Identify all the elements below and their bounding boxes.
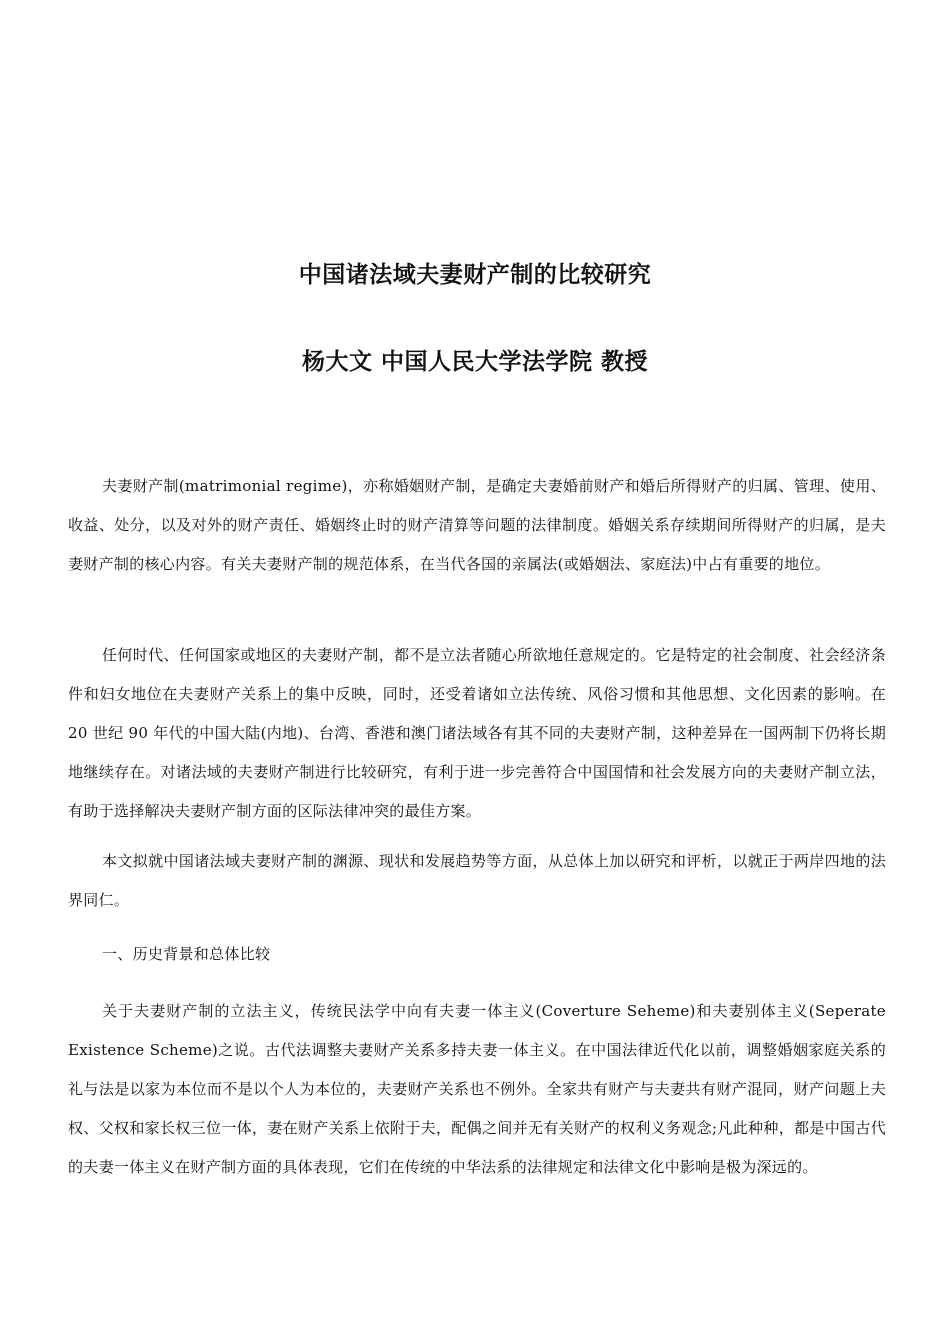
document-title: 中国诸法域夫妻财产制的比较研究 (298, 262, 652, 288)
paragraph-history: 关于夫妻财产制的立法主义，传统民法学中向有夫妻一体主义(Coverture Seheme)和夫妻别体主义(Seperate Existence Scheme)之说。古代法调整夫妻财产关系多持夫妻一体主义。在中国法律近代化以前，调整婚姻家庭关系的礼与法是以家为本位而不是以个人为本位的，夫妻财产关系也不例外。全家共有财产与夫妻共有财产混同，财产问题上夫权、父权和家长权三位一体，妻在财产关系上依附于夫，配偶之间并无有关财产的权利义务观念;凡此种种，都是中国古代的夫妻一体主义在财产制方面的具体表现，它们在传统的中华法系的法律规定和法律文化中影响是极为深远的。 (68, 1002, 886, 1176)
paragraph-background: 任何时代、任何国家或地区的夫妻财产制，都不是立法者随心所欲地任意规定的。它是特定的社会制度、社会经济条件和妇女地位在夫妻财产关系上的集中反映，同时，还受着诸如立法传统、风俗习惯和其他思想、文化因素的影响。在 20 世纪 90 年代的中国大陆(内地)、台湾、香港和澳门诸法域各有其不同的夫妻财产制，这种差异在一国两制下仍将长期地继续存在。对诸法域的夫妻财产制进行比较研究，有利于进一步完善符合中国国情和社会发展方向的夫妻财产制立法，有助于选择解决夫妻财产制方面的区际法律冲突的最佳方案。 (68, 646, 886, 820)
paragraph-intro: 夫妻财产制(matrimonial regime)，亦称婚姻财产制，是确定夫妻婚前财产和婚后所得财产的归属、管理、使用、收益、处分，以及对外的财产责任、婚姻终止时的财产清算等问题的法律制度。婚姻关系存续期间所得财产的归属，是夫妻财产制的核心内容。有关夫妻财产制的规范体系，在当代各国的亲属法(或婚姻法、家庭法)中占有重要的地位。 (68, 477, 886, 573)
paragraph-purpose: 本文拟就中国诸法域夫妻财产制的渊源、现状和发展趋势等方面，从总体上加以研究和评析，以就正于两岸四地的法界同仁。 (68, 852, 886, 909)
section-heading: 一、历史背景和总体比较 (102, 945, 271, 963)
author-line: 杨大文 中国人民大学法学院 教授 (301, 349, 648, 375)
